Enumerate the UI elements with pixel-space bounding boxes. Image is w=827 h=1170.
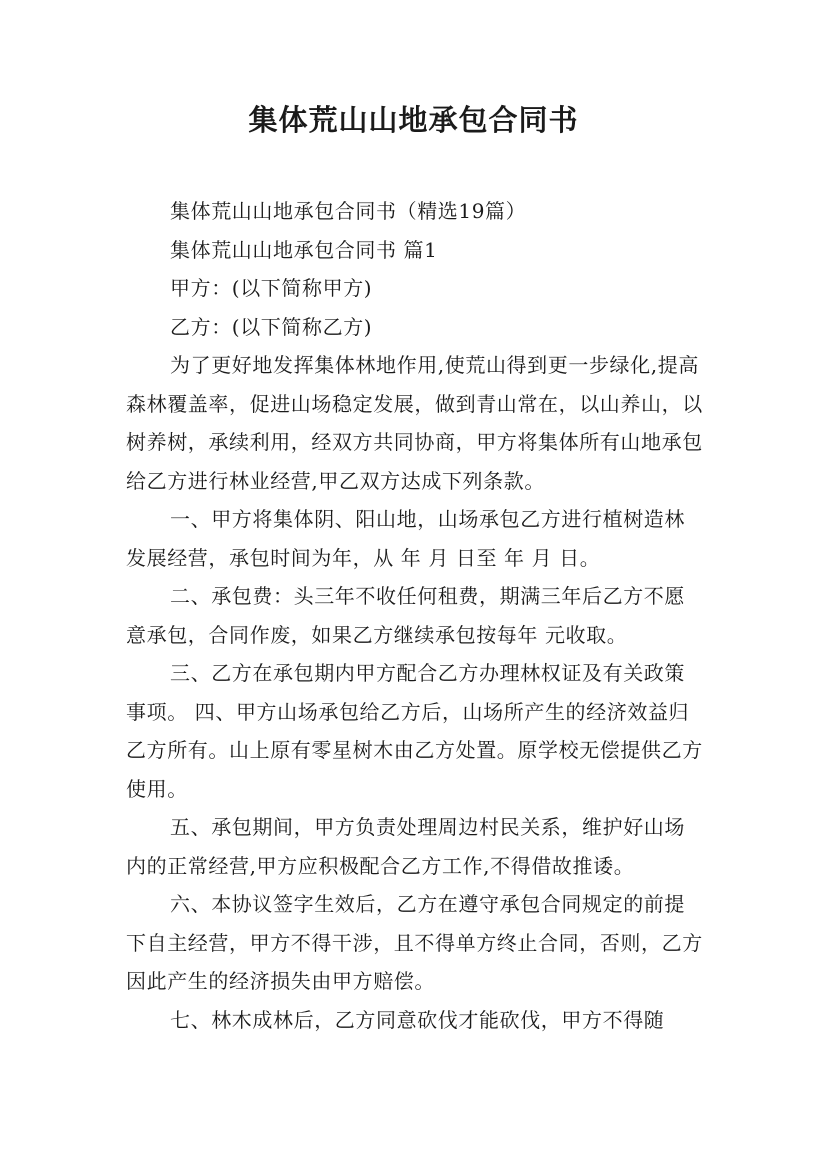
- paragraph-party-a: 甲方：(以下简称甲方): [170, 276, 373, 300]
- paragraph-party-b: 乙方：(以下简称乙方): [170, 314, 373, 339]
- document-body: [126, 192, 704, 1039]
- document-title: 集体荒山山地承包合同书: [248, 103, 579, 137]
- paragraph-clause-2: 二、承包费：头三年不收任何租费，期满三年后乙方不愿意承包，合同作废，如果乙方继续承包按每年 元收取。: [126, 584, 685, 647]
- paragraph-clause-1: 一、甲方将集体阴、阳山地，山场承包乙方进行植树造林发展经营，承包时间为年，从 年 月 日至 年 月 日。: [126, 507, 685, 570]
- paragraph-clause-5: 五、承包期间，甲方负责处理周边村民关系，维护好山场内的正常经营,甲方应积极配合乙方工作,不得借故推诿。: [126, 815, 685, 878]
- paragraph-subtitle: 集体荒山山地承包合同书（精选19篇）: [170, 199, 527, 223]
- paragraph-section-heading: 集体荒山山地承包合同书 篇1: [170, 237, 438, 262]
- paragraph-clause-6: 六、本协议签字生效后，乙方在遵守承包合同规定的前提下自主经营，甲方不得干涉，且不得单方终止合同，否则，乙方因此产生的经济损失由甲方赔偿。: [126, 892, 703, 993]
- paragraph-clause-3-4: 三、乙方在承包期内甲方配合乙方办理林权证及有关政策事项。 四、甲方山场承包给乙方后，山场所产生的经济效益归乙方所有。山上原有零星树木由乙方处置。原学校无偿提供乙方使用。: [126, 661, 703, 801]
- paragraph-clause-7: 七、林木成林后，乙方同意砍伐才能砍伐，甲方不得随: [170, 1007, 665, 1032]
- paragraph-preamble: 为了更好地发挥集体林地作用,使荒山得到更一步绿化,提高森林覆盖率，促进山场稳定发展，做到青山常在，以山养山，以树养树，承续利用，经双方共同协商，甲方将集体所有山地承包给乙方进行林业经营,甲乙双方达成下列条款。: [126, 353, 703, 493]
